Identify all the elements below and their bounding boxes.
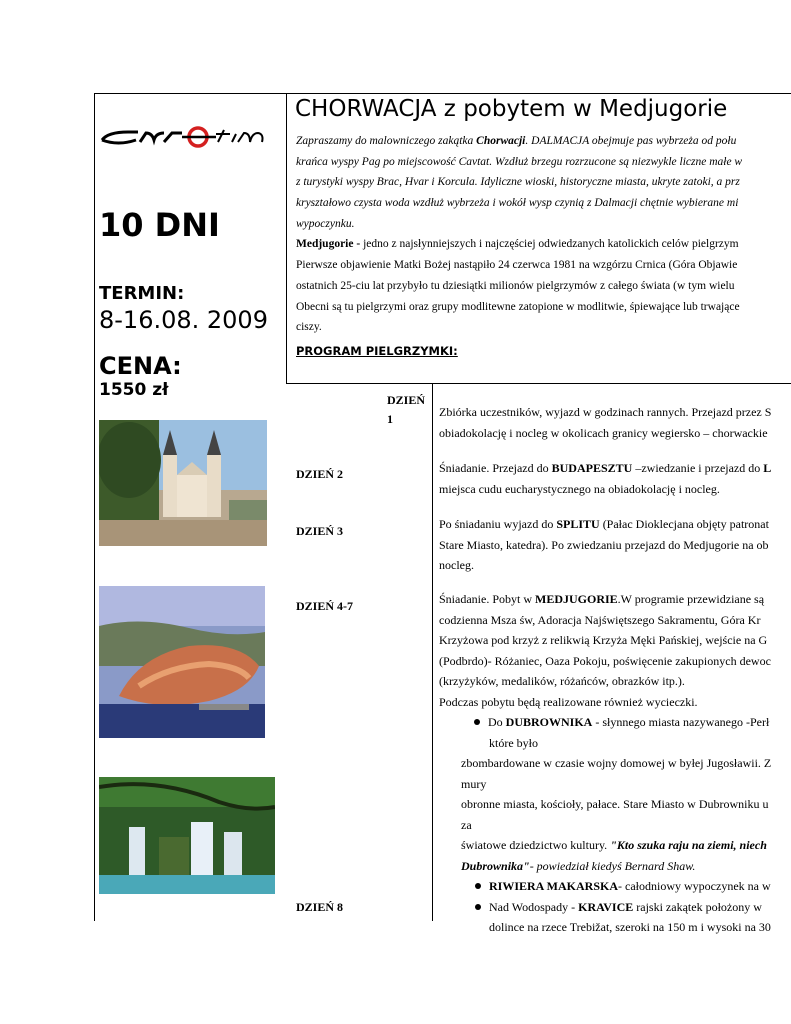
eurotim-logo <box>98 120 270 152</box>
intro-highlight: Chorwacji <box>476 135 526 147</box>
intro-line: ciszy. <box>296 321 322 334</box>
day-text-line: Dubrownika"- powiedział kiedyś Bernard Shaw. <box>461 858 696 873</box>
dubrovnik-photo <box>99 586 265 738</box>
day-text-line: Podczas pobytu będą realizowane również wycieczki. <box>439 694 698 709</box>
bullet-icon <box>474 719 480 725</box>
day-text-line: mury <box>461 776 487 791</box>
day-text-line: codzienna Msza św, Adoracja Najświętszego Sakramentu, Góra Kr <box>439 612 761 627</box>
intro-text <box>296 131 791 338</box>
termin-value: 8-16.08. 2009 <box>99 306 268 334</box>
table-left-border <box>94 93 95 921</box>
page-title: CHORWACJA z pobytem w Medjugorie <box>295 96 728 122</box>
day-text-line: (Podbrdo)- Różaniec, Oaza Pokoju, poświęcenie zakupionych dewoc <box>439 653 771 668</box>
cena-label: CENA: <box>99 352 182 380</box>
day-text-line: Krzyżowa pod krzyż z relikwią Krzyża Męki Pańskiej, wejście na G <box>439 633 768 647</box>
day-text-line: światowe dziedzictwo kultury. "Kto szuka raju na ziemi, niech <box>461 838 767 852</box>
day-text-line: Stare Miasto, katedra). Po zwiedzaniu przejazd do Medjugorie na ob <box>439 537 769 552</box>
medjugorie-church-photo <box>99 420 267 546</box>
day-4-7-text <box>439 589 791 938</box>
day-text-line: zbombardowane w czasie wojny domowej w byłej Jugosławii. Z <box>461 756 772 770</box>
day-text-line: które było <box>489 735 538 750</box>
day-text-line: Śniadanie. Przejazd do BUDAPESZTU –zwiedzanie i przejazd do L <box>439 461 772 475</box>
program-row-divider <box>286 383 791 384</box>
intro-line: Pierwsze objawienie Matki Bożej nastąpiło 24 czerwca 1981 na wzgórzu Crnica (Góra Objawie <box>296 259 738 272</box>
cena-value: 1550 zł <box>99 380 169 400</box>
day-text-line: obiadokolację i nocleg w okolicach granicy wegiersko – chorwackie <box>439 425 768 440</box>
day-8-label: DZIEŃ 8 <box>296 900 344 914</box>
intro-line: ostatnich 25-ciu lat przybyło tu dziesiątki milionów pielgrzymów z całego świata (w tym wielu <box>296 279 735 292</box>
day-text-line: Śniadanie. Pobyt w MEDJUGORIE.W programie przewidziane są <box>439 592 765 606</box>
day-column-divider <box>432 383 433 921</box>
termin-label: TERMIN: <box>99 283 185 304</box>
day-3-label: DZIEŃ 3 <box>296 524 344 538</box>
day-1-text <box>439 402 791 443</box>
bullet-icon <box>475 904 481 910</box>
intro-line: Obecni są tu pielgrzymi oraz grupy modlitewne zatopione w modlitwie, śpiewające lub trwające <box>296 300 740 313</box>
program-heading: PROGRAM PIELGRZYMKI: <box>296 344 458 358</box>
day-text-line: za <box>461 817 472 832</box>
intro-line: z turystyki wyspy Brac, Hvar i Korcula. Idyliczne wioski, historyczne miasta, ukryte zatoki, a prz <box>296 176 740 189</box>
intro-line: wypoczynku. <box>296 217 355 230</box>
intro-line: kryształowo czysta woda wzdłuż wybrzeża i wokół wysp czynią z Dalmacji chętnie wybierane mi <box>296 197 739 210</box>
intro-line: Medjugorie - jedno z najsłynniejszych i najczęściej odwiedzanych katolickich celów pielgrzym <box>296 238 739 251</box>
medjugorie-highlight: Medjugorie - <box>296 238 364 251</box>
day-text-line: Po śniadaniu wyjazd do SPLITU (Pałac Dioklecjana objęty patronat <box>439 517 769 531</box>
table-top-border <box>94 93 791 94</box>
day-text-line: nocleg. <box>439 558 474 572</box>
day-text-line: (krzyżyków, medalików, różańców, obrazków itp.). <box>439 674 685 688</box>
day-3-text <box>439 514 791 576</box>
day-text-line: obronne miasta, kościoły, pałace. Stare Miasto w Dubrowniku u <box>461 797 769 811</box>
intro-text-fragment: Zapraszamy do malowniczego zakątka <box>296 135 477 147</box>
kravice-waterfall-photo <box>99 777 275 894</box>
intro-line: krańca wyspy Pag po miejscowość Cavtat. Wzdłuż brzegu rozrzucone są niezwykle liczne małe w <box>296 155 743 168</box>
bullet-icon <box>475 883 481 889</box>
day-1-label: DZIEŃ 1 <box>387 393 426 426</box>
sidebar-divider <box>286 93 287 383</box>
day-2-text <box>439 458 791 499</box>
day-text-line: dolince na rzece Trebižat, szeroki na 150 m i wysoki na 30 <box>489 920 771 934</box>
kravice-bullet: Nad Wodospady - KRAVICE rajski zakątek położony w <box>439 897 791 918</box>
intro-line <box>296 131 791 152</box>
day-4-7-label: DZIEŃ 4-7 <box>296 599 354 613</box>
day-text-line: miejsca cudu eucharystycznego na obiadokolację i nocleg. <box>439 481 720 496</box>
makarska-bullet: RIWIERA MAKARSKA- całodniowy wypoczynek na w <box>439 876 791 897</box>
intro-text-fragment: . DALMACJA obejmuje pas wybrzeża od połu <box>525 135 737 147</box>
dubrovnik-bullet: Do DUBROWNIKA - słynnego miasta nazywanego -Perł <box>439 712 791 733</box>
day-text-line: Zbiórka uczestników, wyjazd w godzinach rannych. Przejazd przez S <box>439 405 772 419</box>
day-2-label: DZIEŃ 2 <box>296 467 344 481</box>
duration-days: 10 DNI <box>99 206 220 244</box>
